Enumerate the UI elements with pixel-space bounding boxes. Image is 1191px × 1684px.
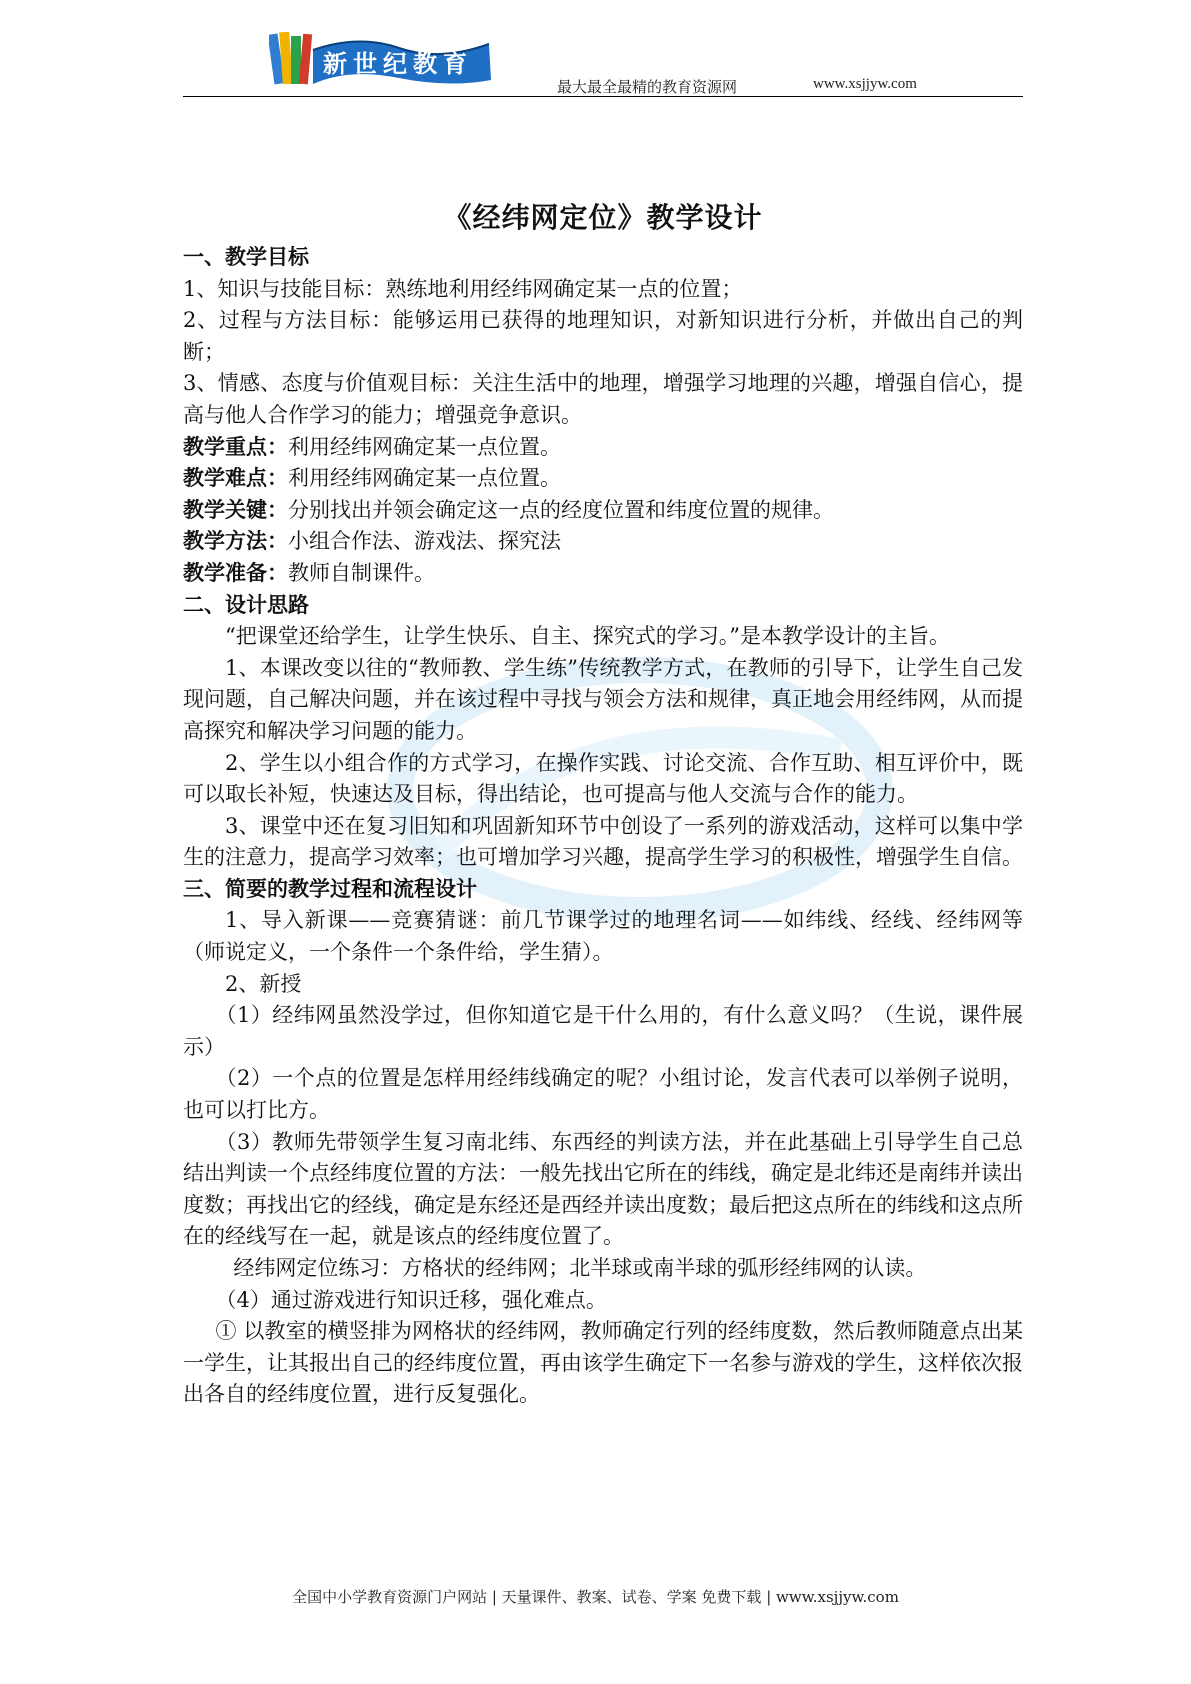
practice-line: 经纬网定位练习：方格状的经纬网；北半球或南半球的弧形经纬网的认读。	[233, 1256, 927, 1280]
method-line	[183, 526, 1023, 558]
logo-text: 新世纪教育	[323, 50, 473, 78]
design-point: 1、本课改变以往的“教师教、学生练”传统教学方式，在教师的引导下，让学生自己发现问题，自己解决问题，并在该过程中寻找与领会方法和规律，真正地会用经纬网，从而提高探究和解决学习问题的能力。	[183, 655, 1023, 743]
process-substep: （2）一个点的位置是怎样用经纬线确定的呢？小组讨论，发言代表可以举例子说明，也可以打比方。	[183, 1066, 1023, 1123]
document-title: 《经纬网定位》教学设计	[443, 201, 763, 234]
crux-text: 分别找出并领会确定这一点的经度位置和纬度位置的规律。	[288, 497, 834, 522]
preparation-line	[183, 558, 1023, 590]
objective-item: 2、过程与方法目标：能够运用已获得的地理知识，对新知识进行分析，并做出自己的判断；	[183, 308, 1023, 364]
method-label: 教学方法：	[183, 529, 288, 554]
header-slogan: 最大最全最精的教育资源网	[557, 78, 738, 96]
objective-item: 1、知识与技能目标：熟练地利用经纬网确定某一点的位置；	[183, 276, 743, 301]
header-url[interactable]: www.xsjjyw.com	[813, 76, 917, 92]
section-heading-process: 三、简要的教学过程和流程设计	[183, 876, 477, 901]
process-substep: （1）经纬网虽然没学过，但你知道它是干什么用的，有什么意义吗？（生说，课件展示）	[183, 1003, 1023, 1059]
difficult-point-text: 利用经纬网确定某一点位置。	[288, 466, 561, 491]
design-point: 2、学生以小组合作的方式学习，在操作实践、讨论交流、合作互助、相互评价中，既可以取长补短，快速达及目标，得出结论，也可提高与他人交流与合作的能力。	[183, 750, 1023, 807]
key-point-label: 教学重点：	[183, 434, 288, 459]
section-heading-objectives: 一、教学目标	[183, 245, 309, 269]
key-point-text: 利用经纬网确定某一点位置。	[288, 434, 561, 459]
document-body	[183, 196, 1023, 1411]
difficult-point-line	[183, 463, 1023, 495]
crux-line	[183, 495, 1023, 527]
design-point: 3、课堂中还在复习旧知和巩固新知环节中创设了一系列的游戏活动，这样可以集中学生的注意力，提高学习效率；也可增加学习兴趣，提高学生学习的积极性，增强学生自信。	[183, 813, 1023, 870]
design-intro: “把课堂还给学生，让学生快乐、自主、探究式的学习。”是本教学设计的主旨。	[225, 624, 950, 649]
key-point-line	[183, 432, 1023, 464]
preparation-text: 教师自制课件。	[288, 560, 435, 585]
method-text: 小组合作法、游戏法、探究法	[288, 529, 561, 554]
page-header	[183, 28, 1023, 100]
preparation-label: 教学准备：	[183, 560, 288, 585]
process-step: 2、新授	[225, 971, 302, 996]
crux-label: 教学关键：	[183, 497, 288, 522]
process-substep: （4）通过游戏进行知识迁移，强化难点。	[215, 1287, 607, 1312]
process-substep: （3）教师先带领学生复习南北纬、东西经的判读方法，并在此基础上引导学生自己总结出判读一个点经纬度位置的方法：一般先找出它所在的纬线，确定是北纬还是南纬并读出度数；再找出它的经线，确定是东经还是西经并读出度数；最后把这点所在的纬线和这点所在的经线写在一起，就是该点的经纬度位置了。	[183, 1129, 1023, 1249]
game-item: ① 以教室的横竖排为网格状的经纬网，教师确定行列的经纬度数，然后教师随意点出某一学生，让其报出自己的经纬度位置，再由该学生确定下一名参与游戏的学生，这样依次报出各自的经纬度位置，进行反复强化。	[183, 1319, 1023, 1407]
objective-item: 3、情感、态度与价值观目标：关注生活中的地理，增强学习地理的兴趣，增强自信心，提高与他人合作学习的能力；增强竞争意识。	[183, 371, 1023, 427]
difficult-point-label: 教学难点：	[183, 466, 288, 491]
page-footer: 全国中小学教育资源门户网站 | 天量课件、教案、试卷、学案 免费下载 | www.xsjjyw.com	[292, 1588, 899, 1606]
section-heading-design: 二、设计思路	[183, 592, 309, 617]
header-divider	[183, 96, 1023, 97]
process-step: 1、导入新课——竞赛猜谜：前几节课学过的地理名词——如纬线、经线、经纬网等（师说定义，一个条件一个条件给，学生猜）。	[183, 908, 1023, 965]
